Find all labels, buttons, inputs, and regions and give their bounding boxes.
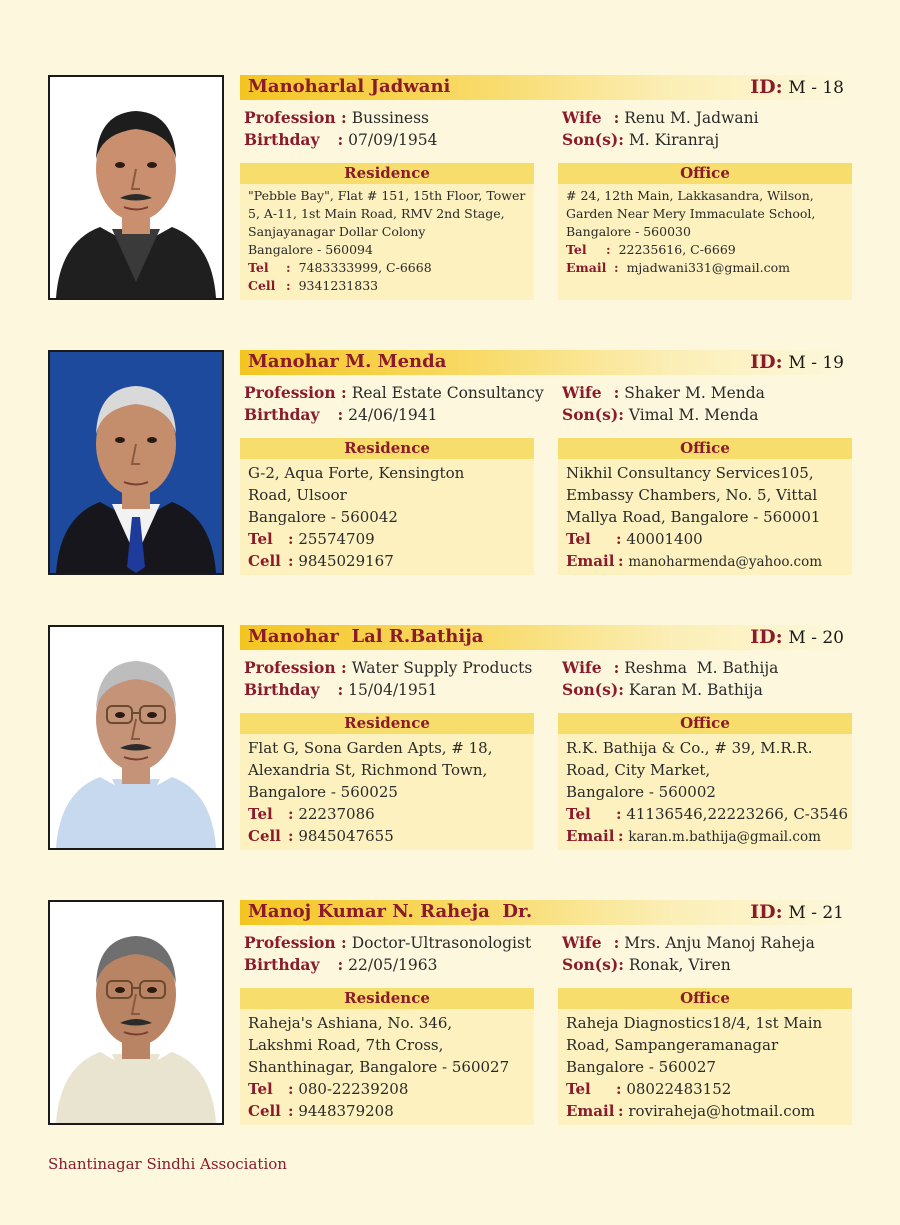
office-heading: Office — [558, 713, 852, 734]
name-bar — [240, 900, 852, 925]
cell-line: Cell : 9845047655 — [248, 827, 394, 845]
address-line: G-2, Aqua Forte, Kensington — [248, 464, 465, 482]
residence-heading: Residence — [240, 438, 534, 459]
tel-line: Tel : 08022483152 — [566, 1080, 732, 1098]
member-entry — [48, 75, 853, 305]
profession-line: Profession : Bussiness — [244, 108, 430, 127]
residence-heading: Residence — [240, 713, 534, 734]
birthday-line: Birthday : 07/09/1954 — [244, 130, 438, 149]
wife-line: Wife : Reshma M. Bathija — [562, 658, 779, 677]
member-photo — [48, 625, 224, 850]
cell-line: Cell : 9341231833 — [248, 278, 379, 293]
office-heading: Office — [558, 163, 852, 184]
address-line: Bangalore - 560025 — [248, 783, 398, 801]
residence-box — [240, 438, 534, 575]
birthday-line: Birthday : 24/06/1941 — [244, 405, 438, 424]
address-line: Shanthinagar, Bangalore - 560027 — [248, 1058, 510, 1076]
residence-body — [240, 184, 534, 295]
member-id: ID: M - 19 — [750, 351, 844, 373]
sons-line: Son(s): Karan M. Bathija — [562, 680, 763, 699]
residence-heading: Residence — [240, 988, 534, 1009]
address-line: Road, City Market, — [566, 761, 711, 779]
address-line: Nikhil Consultancy Services105, — [566, 464, 814, 482]
address-line: # 24, 12th Main, Lakkasandra, Wilson, — [566, 188, 814, 203]
address-line: Garden Near Mery Immaculate School, — [566, 206, 816, 221]
wife-line: Wife : Mrs. Anju Manoj Raheja — [562, 933, 815, 952]
tel-line: Tel : 22235616, C-6669 — [566, 242, 736, 257]
member-id: ID: M - 18 — [750, 76, 844, 98]
residence-body — [240, 734, 534, 847]
office-heading: Office — [558, 988, 852, 1009]
wife-line: Wife : Shaker M. Menda — [562, 383, 765, 402]
cell-line: Cell : 9448379208 — [248, 1102, 394, 1120]
name-bar — [240, 75, 852, 100]
residence-body — [240, 1009, 534, 1122]
address-line: Raheja Diagnostics18/4, 1st Main — [566, 1014, 823, 1032]
name-bar — [240, 625, 852, 650]
tel-line: Tel : 22237086 — [248, 805, 375, 823]
residence-box — [240, 713, 534, 850]
member-photo — [48, 900, 224, 1125]
sons-line: Son(s): Vimal M. Menda — [562, 405, 759, 424]
member-name: Manoharlal Jadwani — [248, 76, 451, 97]
office-heading: Office — [558, 438, 852, 459]
address-line: Lakshmi Road, 7th Cross, — [248, 1036, 444, 1054]
member-entry — [48, 625, 853, 855]
member-photo — [48, 75, 224, 300]
address-line: Flat G, Sona Garden Apts, # 18, — [248, 739, 493, 757]
email-line: Email : manoharmenda@yahoo.com — [566, 552, 823, 570]
office-box — [558, 988, 852, 1125]
address-line: Road, Ulsoor — [248, 486, 347, 504]
office-body — [558, 734, 852, 848]
cell-line: Cell : 9845029167 — [248, 552, 394, 570]
address-line: Bangalore - 560030 — [566, 224, 691, 239]
member-entry — [48, 350, 853, 580]
member-entry — [48, 900, 853, 1130]
address-line: Bangalore - 560002 — [566, 783, 716, 801]
residence-heading: Residence — [240, 163, 534, 184]
member-id: ID: M - 21 — [750, 901, 844, 923]
office-box — [558, 713, 852, 850]
email-line: Email : roviraheja@hotmail.com — [566, 1102, 815, 1120]
footer-organization: Shantinagar Sindhi Association — [48, 1155, 287, 1173]
tel-line: Tel : 41136546,22223266, C-3546 — [566, 805, 849, 823]
member-id: ID: M - 20 — [750, 626, 844, 648]
wife-line: Wife : Renu M. Jadwani — [562, 108, 759, 127]
tel-line: Tel : 080-22239208 — [248, 1080, 409, 1098]
address-line: 5, A-11, 1st Main Road, RMV 2nd Stage, — [248, 206, 505, 221]
member-photo — [48, 350, 224, 575]
address-line: Road, Sampangeramanagar — [566, 1036, 779, 1054]
office-box — [558, 163, 852, 300]
name-bar — [240, 350, 852, 375]
member-name: Manoj Kumar N. Raheja Dr. — [248, 901, 533, 922]
address-line: Bangalore - 560042 — [248, 508, 398, 526]
birthday-line: Birthday : 15/04/1951 — [244, 680, 438, 699]
member-name: Manohar Lal R.Bathija — [248, 626, 484, 647]
email-line: Email : karan.m.bathija@gmail.com — [566, 827, 821, 845]
office-body — [558, 459, 852, 573]
tel-line: Tel : 25574709 — [248, 530, 375, 548]
office-box — [558, 438, 852, 575]
address-line: Bangalore - 560094 — [248, 242, 373, 257]
profession-line: Profession : Water Supply Products — [244, 658, 533, 677]
email-line: Email : mjadwani331@gmail.com — [566, 260, 790, 275]
residence-body — [240, 459, 534, 572]
address-line: Mallya Road, Bangalore - 560001 — [566, 508, 821, 526]
office-body — [558, 184, 852, 277]
profession-line: Profession : Doctor-Ultrasonologist — [244, 933, 532, 952]
profession-line: Profession : Real Estate Consultancy — [244, 383, 544, 402]
address-line: R.K. Bathija & Co., # 39, M.R.R. — [566, 739, 813, 757]
address-line: "Pebble Bay", Flat # 151, 15th Floor, Tower — [248, 188, 526, 203]
address-line: Embassy Chambers, No. 5, Vittal — [566, 486, 818, 504]
sons-line: Son(s): Ronak, Viren — [562, 955, 731, 974]
tel-line: Tel : 7483333999, C-6668 — [248, 260, 432, 275]
address-line: Sanjayanagar Dollar Colony — [248, 224, 426, 239]
residence-box — [240, 163, 534, 300]
member-name: Manohar M. Menda — [248, 351, 447, 372]
birthday-line: Birthday : 22/05/1963 — [244, 955, 438, 974]
address-line: Alexandria St, Richmond Town, — [248, 761, 488, 779]
sons-line: Son(s): M. Kiranraj — [562, 130, 720, 149]
address-line: Raheja's Ashiana, No. 346, — [248, 1014, 453, 1032]
office-body — [558, 1009, 852, 1122]
residence-box — [240, 988, 534, 1125]
tel-line: Tel : 40001400 — [566, 530, 703, 548]
address-line: Bangalore - 560027 — [566, 1058, 716, 1076]
